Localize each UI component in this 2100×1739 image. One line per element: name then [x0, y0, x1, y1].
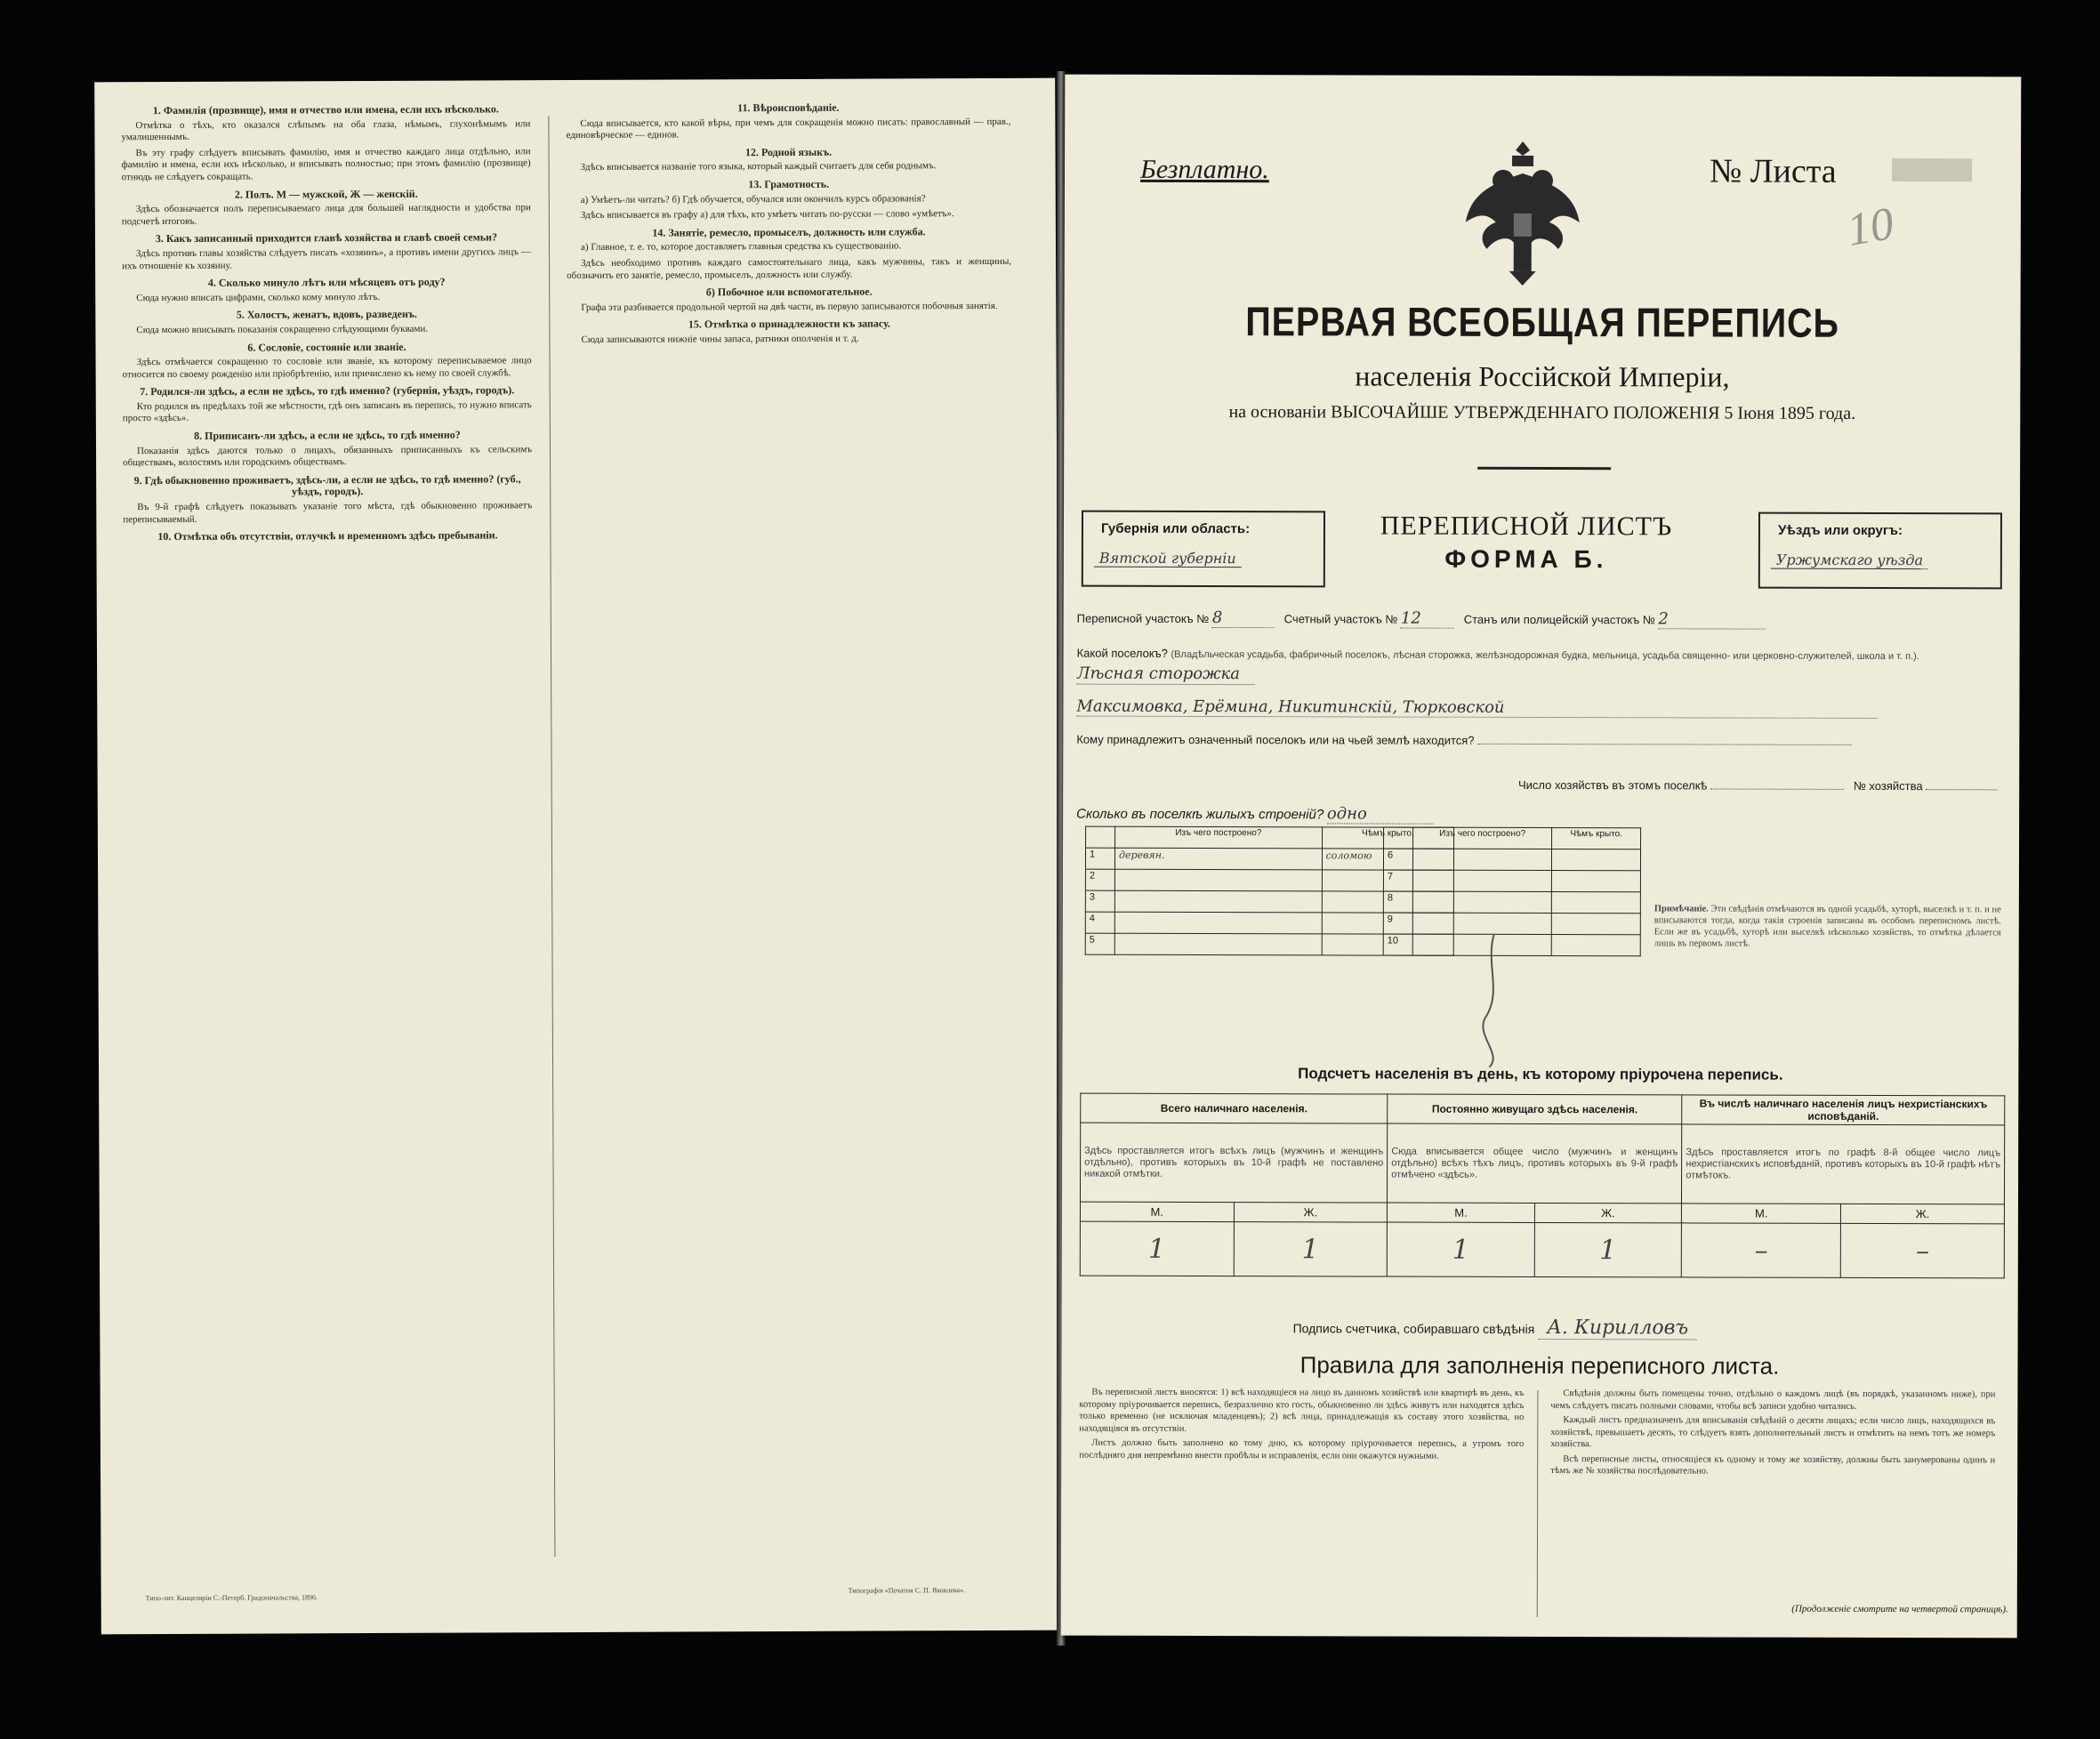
household-number-value — [1926, 789, 1997, 790]
section-paragraph: а) Умѣетъ-ли читать? б) Гдѣ обучается, обучался или окончилъ курсъ образованія? — [580, 192, 926, 205]
households-count-label: Число хозяйствъ въ этомъ поселкѣ — [1517, 777, 1708, 793]
police-district-value: 2 — [1658, 609, 1765, 629]
male-header: М. — [1388, 1203, 1535, 1222]
rules-column-right — [1550, 1388, 1996, 1598]
section-paragraph: Отмѣтка о тѣхъ, кто оказался слѣпымъ на оба глаза, нѣмымъ, глухонѣмымъ или умалишеннымъ. — [121, 117, 531, 143]
settlement-line-2 — [1076, 697, 2006, 720]
section-heading: 11. Вѣроисповѣданіе. — [737, 101, 840, 115]
section-paragraph: Кто родился въ предѣлахъ той же мѣстности, гдѣ онъ записанъ въ перепись, то нужно вписать просто «здѣсь». — [122, 399, 532, 424]
section-paragraph: Здѣсь противъ главы хозяйства слѣдуетъ писать «хозяинъ», а противъ имени другихъ лицъ — ихъ отношеніе къ хозяину. — [122, 246, 532, 271]
household-number-label: № хозяйства — [1853, 778, 1923, 793]
gubernia-box — [1082, 511, 1325, 588]
rules-paragraph: Листъ должно быть заполнено ко тому дню, къ которому пріурочивается перепись, а утромъ того послѣдняго дня непремѣнно внести пробѣлы и исправленія, если они окажутся нужными. — [1079, 1437, 1525, 1461]
section-paragraph: Сюда вписывается, кто какой вѣры, при чемъ для сокращенія можно писать: православный — прав., единовѣрческое — единов. — [566, 116, 1011, 141]
male-header: М. — [1682, 1204, 1841, 1223]
document-subtitle: населенія Россійской Имперіи, — [1355, 359, 1730, 393]
title-divider — [1477, 467, 1611, 470]
row-number: 7 — [1383, 870, 1412, 891]
free-label: Безплатно. — [1139, 154, 1269, 185]
row-number: 10 — [1383, 934, 1412, 955]
section-paragraph: Здѣсь обозначается полъ переписываемаго лица для большей наглядности и удобства при подсчетѣ итоговъ. — [121, 202, 531, 227]
rules-paragraph: Каждый листъ предназначенъ для вписыванія свѣдѣній о десяти лицахъ; если число лицъ, находящихся въ хозяйствѣ, превышаетъ десять, то слѣдуетъ взять дополнительный листъ и отмѣтить на немъ тотъ же номеръ хозяйства. — [1550, 1415, 1996, 1450]
section-heading: 2. Полъ. М — мужской, Ж — женскій. — [234, 187, 418, 201]
non-christian-female-count: – — [1841, 1223, 2005, 1277]
gubernia-value: Вятской губерніи — [1094, 550, 1242, 568]
roof-cell: соломою — [1322, 849, 1453, 870]
sheet-number-field — [1892, 158, 1972, 181]
enumerator-signature-line — [1293, 1316, 1698, 1339]
census-district-label: Переписной участокъ № — [1076, 611, 1210, 626]
row-number: 6 — [1383, 849, 1412, 870]
rules-paragraph: Всѣ переписные листы, относящіеся къ одному и тому же хозяйству, должны быть занумерованы одинъ и тѣмъ же № хозяйства послѣдовательно. — [1550, 1453, 1996, 1477]
row-number: 9 — [1383, 913, 1412, 934]
section-paragraph: Здѣсь отмѣчается сокращенно то сословіе или званіе, къ которому переписываемое лицо относится по своему рожденію или пріобрѣтенію, или причислено къ нему по своей службѣ. — [122, 355, 532, 380]
section-heading: 8. Приписанъ-ли здѣсь, а если не здѣсь, то гдѣ именно? — [194, 428, 461, 442]
female-header: Ж. — [1534, 1203, 1682, 1222]
note-text: Эти свѣдѣнія отмѣчаются въ одной усадьбѣ, хуторѣ, выселкѣ и т. п. и не вписываются тогда, когда такія строенія записаны въ особомъ переписномъ листѣ. Если же въ усадьбѣ, хуторѣ или выселкѣ нѣсколько хозяйствъ, то отмѣтка дѣлается лишь въ первомъ листѣ. — [1653, 904, 2001, 949]
district-line — [1077, 608, 2007, 631]
printer-note-left: Типо-лит. Канцеляріи С.-Петерб. Градоначальства, 1896. — [145, 1593, 318, 1603]
section-heading: 6. Сословіе, состояніе или званіе. — [247, 340, 406, 354]
section-heading: 3. Какъ записанный приходится главѣ хозяйства и главѣ своей семьи? — [155, 230, 498, 246]
census-sheet-title: ПЕРЕПИСНОЙ ЛИСТЪ — [1380, 511, 1673, 542]
buildings-line — [1076, 804, 2006, 826]
section-heading: 10. Отмѣтка объ отсутствіи, отлучкѣ и временномъ здѣсь пребываніи. — [157, 528, 498, 543]
uezd-value: Уржумскаго уѣзда — [1771, 551, 1928, 569]
section-heading: б) Побочное или вспомогательное. — [705, 285, 873, 299]
uezd-label: Уѣздъ или округъ: — [1777, 522, 1903, 539]
female-header: Ж. — [1234, 1203, 1388, 1222]
row-number: 3 — [1085, 890, 1114, 912]
section-paragraph: Въ 9-й графѣ слѣдуетъ показывать указаніе того мѣста, гдѣ обыкновенно проживаетъ переписываемый. — [123, 500, 533, 525]
police-district-label: Станъ или полицейскій участокъ № — [1463, 612, 1655, 627]
section-heading: 7. Родился-ли здѣсь, а если не здѣсь, то гдѣ именно? (губернія, уѣздъ, городъ). — [140, 383, 515, 399]
rules-paragraph: Въ переписной листъ вносятся: 1) всѣ находящіеся на лицо въ данномъ хозяйствѣ или квартирѣ въ день, къ которому пріурочивается перепись, безразлично кто гость, обыкновенно ли здѣсь живутъ или находятся здѣсь только временно (не исключая младенцевъ); 2) всѣ лица, принадлежащія къ составу этого хозяйства, но находящіяся въ отсутствіи. — [1079, 1387, 1525, 1434]
resident-female-count: 1 — [1534, 1222, 1682, 1276]
total-population-desc: Здѣсь проставляется итогъ всѣхъ лицъ (мужчинъ и женщинъ отдѣльно), противъ которыхъ въ 10-й графѣ не поставлено никакой отмѣтки. — [1080, 1123, 1387, 1203]
resident-population-header: Постоянно живущаго здѣсь населенія. — [1388, 1094, 1682, 1124]
section-paragraph: Сюда записываются нижніе чины запаса, ратники ополченія и т. д. — [581, 333, 859, 345]
count-district-value: 12 — [1401, 609, 1454, 629]
section-paragraph: Въ эту графу слѣдуетъ вписывать фамилію, имя и отчество каждаго лица отдѣльно, или фамилію и имена, если ихъ нѣсколько, и вписывать полностью; при этомъ фамилію (прозвище) отнюдь не слѣдуетъ сокращать. — [121, 146, 531, 183]
settlement-hint: (Владѣльческая усадьба, фабричный поселокъ, лѣсная сторожка, желѣзнодорожная будка, мельница, усадьба священно- или церковно-служителей, школа и т. п.). — [1171, 648, 1919, 663]
note-title: Примѣчаніе. — [1653, 904, 1709, 914]
households-count-value — [1710, 788, 1844, 789]
row-number: 1 — [1085, 848, 1114, 869]
handwritten-sheet-number: 10 — [1843, 197, 1898, 256]
resident-population-desc: Сюда вписывается общее число (мужчинъ и женщинъ отдѣльно) всѣхъ тѣхъ лицъ, противъ которыхъ въ 9-й графѣ отмѣчено «здѣсь». — [1388, 1123, 1682, 1204]
material-cell: деревян. — [1114, 848, 1322, 870]
material-header: Изъ чего построено? — [1115, 826, 1323, 849]
roof-header: Чѣмъ крыто. — [1322, 827, 1453, 849]
gubernia-label: Губернія или область: — [1100, 520, 1251, 537]
rules-column-left — [1079, 1387, 1525, 1601]
sheet-number-label: № Листа — [1709, 152, 1837, 190]
non-christian-male-count: – — [1682, 1223, 1841, 1277]
total-female-count: 1 — [1234, 1222, 1388, 1276]
population-count-title: Подсчетъ населенія въ день, къ которому пріурочена перепись. — [1298, 1065, 1783, 1083]
uezd-box — [1758, 512, 2002, 590]
section-heading: 1. Фамилія (прозвище), имя и отчество или имена, если ихъ нѣсколько. — [152, 102, 499, 117]
settlement-label: Какой поселокъ? — [1076, 646, 1168, 660]
enumerator-signature: А. Кирилловъ — [1538, 1316, 1697, 1340]
roof-header: Чѣмъ крыто. — [1552, 828, 1641, 849]
signature-label: Подпись счетчика, собиравшаго свѣдѣнія — [1292, 1321, 1535, 1336]
section-paragraph: Сюда можно вписывать показанія сокращенно слѣдующими буквами. — [136, 323, 429, 336]
strike-through-mark — [1467, 930, 1520, 1072]
census-form-page — [1061, 75, 2022, 1638]
section-paragraph: Показанія здѣсь даются только о лицахъ, обязанныхъ приписанныхъ къ сельскимъ обществамъ, волостямъ или городскимъ обществамъ. — [123, 443, 533, 469]
total-population-header: Всего наличнаго населенія. — [1081, 1093, 1388, 1123]
row-number: 8 — [1383, 891, 1412, 913]
resident-male-count: 1 — [1387, 1222, 1534, 1276]
section-heading: 4. Сколько минуло лѣтъ или мѣсяцевъ отъ роду? — [207, 275, 446, 289]
column-divider — [548, 116, 555, 1557]
owner-line — [1076, 733, 2006, 749]
row-number: 2 — [1085, 869, 1114, 890]
total-male-count: 1 — [1080, 1221, 1234, 1276]
continuation-note: (Продолженіе смотрите на четвертой страницѣ). — [1791, 1603, 2008, 1615]
rules-title: Правила для заполненія переписного листа. — [1299, 1351, 1780, 1380]
printer-note-right: Типографія «Печатня С. П. Яковлева». — [848, 1586, 966, 1595]
section-paragraph: Графа эта разбивается продольной чертой на двѣ части, въ первую записываются побочныя занятія. — [581, 300, 998, 313]
section-heading: 9. Гдѣ обыкновенно проживаетъ, здѣсь-ли, а если не здѣсь, то гдѣ именно? (губ., уѣздъ, городъ). — [133, 472, 521, 498]
note-box — [1653, 903, 2000, 1069]
section-paragraph: Здѣсь вписывается въ графу а) для тѣхъ, кто умѣетъ читать по-русски — слово «умѣетъ». — [580, 208, 954, 221]
document-authority-line: на основаніи ВЫСОЧАЙШЕ УТВЕРЖДЕННАГО ПОЛОЖЕНІЯ 5 Іюня 1895 года. — [1228, 402, 1856, 423]
section-heading: 5. Холостъ, женатъ, вдовъ, разведенъ. — [236, 308, 417, 321]
double-headed-eagle-emblem-icon — [1460, 138, 1585, 289]
population-count-table — [1080, 1093, 2006, 1279]
female-header: Ж. — [1841, 1204, 2005, 1223]
left-page — [94, 78, 1062, 1635]
section-paragraph: Здѣсь необходимо противъ каждаго самостоятельнаго лица, какъ мужчины, такъ и женщины, обозначить его занятіе, ремесло, промыселъ, должность или службу. — [567, 255, 1012, 281]
households-line — [1076, 777, 2006, 793]
section-paragraph: Здѣсь вписывается названіе того языка, который каждый считаетъ для себя роднымъ. — [580, 160, 937, 173]
section-paragraph: а) Главное, т. е. то, которое доставляетъ главныя средства къ существованію. — [580, 240, 902, 254]
instructions-column-2 — [566, 96, 1017, 1503]
instructions-column-1 — [121, 98, 536, 1514]
section-heading: 12. Родной языкъ. — [744, 145, 833, 158]
rules-divider — [1537, 1390, 1539, 1617]
form-label: ФОРМА Б. — [1444, 544, 1608, 574]
settlement-names: Максимовка, Ерёмина, Никитинскій, Тюрковской — [1076, 697, 1877, 719]
settlement-line — [1076, 644, 2006, 700]
material-header: Изъ чего построено? — [1413, 827, 1552, 849]
document-title: ПЕРВАЯ ВСЕОБЩАЯ ПЕРЕПИСЬ — [1245, 298, 1839, 346]
section-heading: 14. Занятіе, ремесло, промыселъ, должность или служба. — [652, 225, 926, 239]
row-number: 5 — [1085, 933, 1114, 954]
count-district-label: Счетный участокъ № — [1283, 612, 1398, 626]
settlement-value: Лѣсная сторожка — [1077, 664, 1255, 686]
male-header: М. — [1080, 1202, 1234, 1221]
census-district-value: 8 — [1212, 608, 1275, 628]
section-paragraph: Сюда нужно вписать цифрами, сколько кому минуло лѣтъ. — [136, 291, 381, 303]
buildings-label: Сколько въ поселкѣ жилыхъ строеній? — [1076, 806, 1324, 823]
buildings-value: одно — [1327, 804, 1434, 824]
owner-label: Кому принадлежитъ означенный поселокъ или на чьей землѣ находится? — [1076, 732, 1475, 747]
row-number: 4 — [1085, 912, 1114, 933]
rules-paragraph: Свѣдѣнія должны быть помещены точно, отдѣльно о каждомъ лицѣ (въ порядкѣ, указанномъ ниже), при чемъ слѣдуетъ писать полными словами, чтобы всѣ записи удобно читались. — [1550, 1389, 1996, 1412]
non-christian-header: Въ числѣ наличнаго населенія лицъ нехристіанскихъ исповѣданій. — [1682, 1095, 2005, 1125]
non-christian-desc: Здѣсь проставляется итогъ по графѣ 8-й общее число лицъ нехристіанскихъ исповѣданій, противъ которыхъ въ 10-й графѣ нѣтъ отмѣтокъ. — [1682, 1124, 2005, 1204]
section-heading: 15. Отмѣтка о принадлежности къ запасу. — [688, 317, 890, 331]
section-heading: 13. Грамотность. — [748, 177, 830, 191]
owner-value — [1477, 744, 1851, 745]
